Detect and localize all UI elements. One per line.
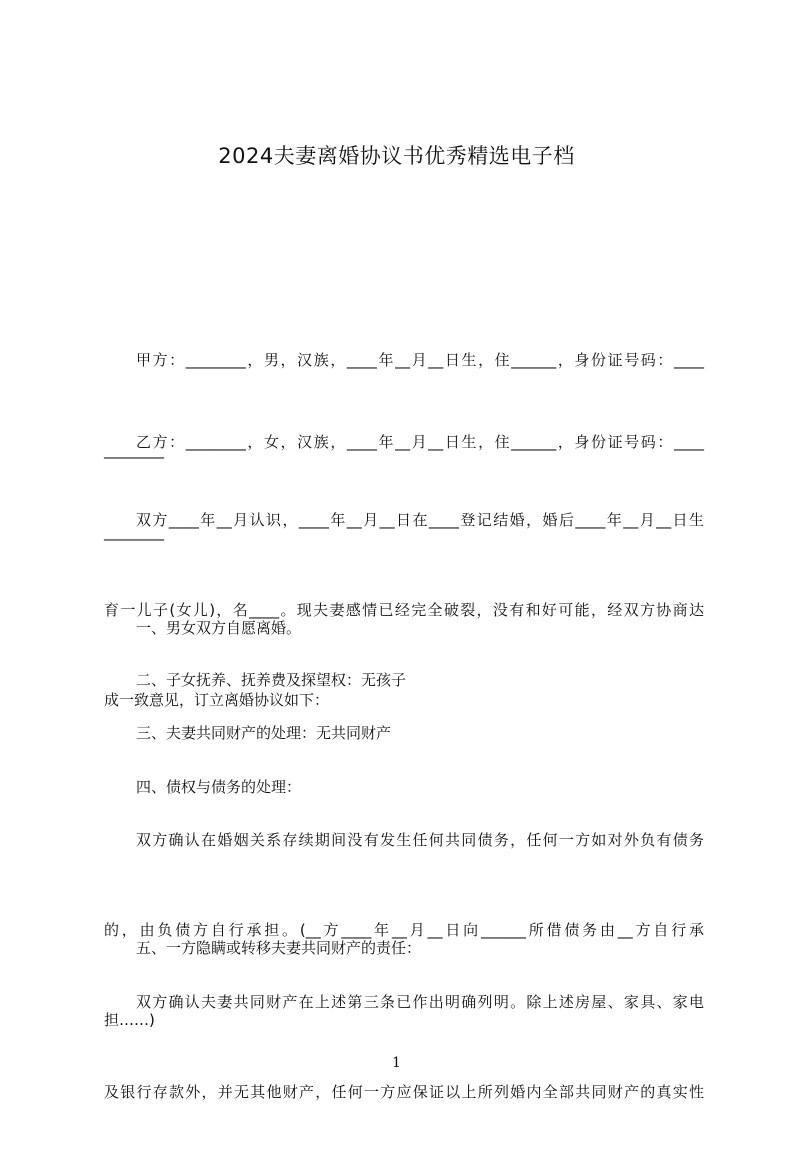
clause-5-text: 五、一方隐瞒或转移夫妻共同财产的责任：: [136, 939, 422, 957]
intro-line-2: 育一儿子(女儿)，名____。现夫妻感情已经完全破裂，没有和好可能，经双方协商达: [104, 601, 704, 619]
intro-line-3: 成一致意见，订立离婚协议如下：: [104, 691, 330, 709]
document-title: 2024夫妻离婚协议书优秀精选电子档: [218, 144, 575, 168]
property-line-1: 双方确认夫妻共同财产在上述第三条已作出明确列明。除上述房屋、家具、家电: [136, 993, 704, 1011]
debt-line-1: 双方确认在婚姻关系存续期间没有发生任何共同债务，任何一方如对外负有债务: [136, 831, 704, 849]
property-paragraph: [104, 927, 704, 1167]
page-number: 1: [392, 1055, 401, 1071]
clause-1-text: 一、男女双方自愿离婚。: [136, 619, 302, 637]
clause-4-text: 四、债权与债务的处理：: [136, 778, 302, 796]
party-b-line-1: 乙方：________，女，汉族，____年__月__日生，住______，身份证号码：____: [136, 433, 704, 451]
clause-3-text: 三、夫妻共同财产的处理：无共同财产: [136, 724, 392, 742]
property-line-2: 及银行存款外，并无其他财产，任何一方应保证以上所列婚内全部共同财产的真实性: [104, 1083, 704, 1101]
debt-line-3: 担……): [104, 1011, 155, 1029]
debt-line-2: 的，由负债方自行承担。(__方____年__月__日向______所借债务由__方自行承: [104, 921, 704, 939]
party-a-line-1: 甲方：________，男，汉族，____年__月__日生，住______，身份证号码：____: [136, 351, 704, 369]
clause-2-text: 二、子女抚养、抚养费及探望权：无孩子: [136, 671, 407, 689]
intro-line-1: 双方____年__月认识，____年__月__日在____登记结婚，婚后____年__月__日生: [136, 511, 704, 529]
party-b-line-2: ________: [104, 523, 164, 541]
party-a-line-2: ________: [104, 441, 164, 459]
